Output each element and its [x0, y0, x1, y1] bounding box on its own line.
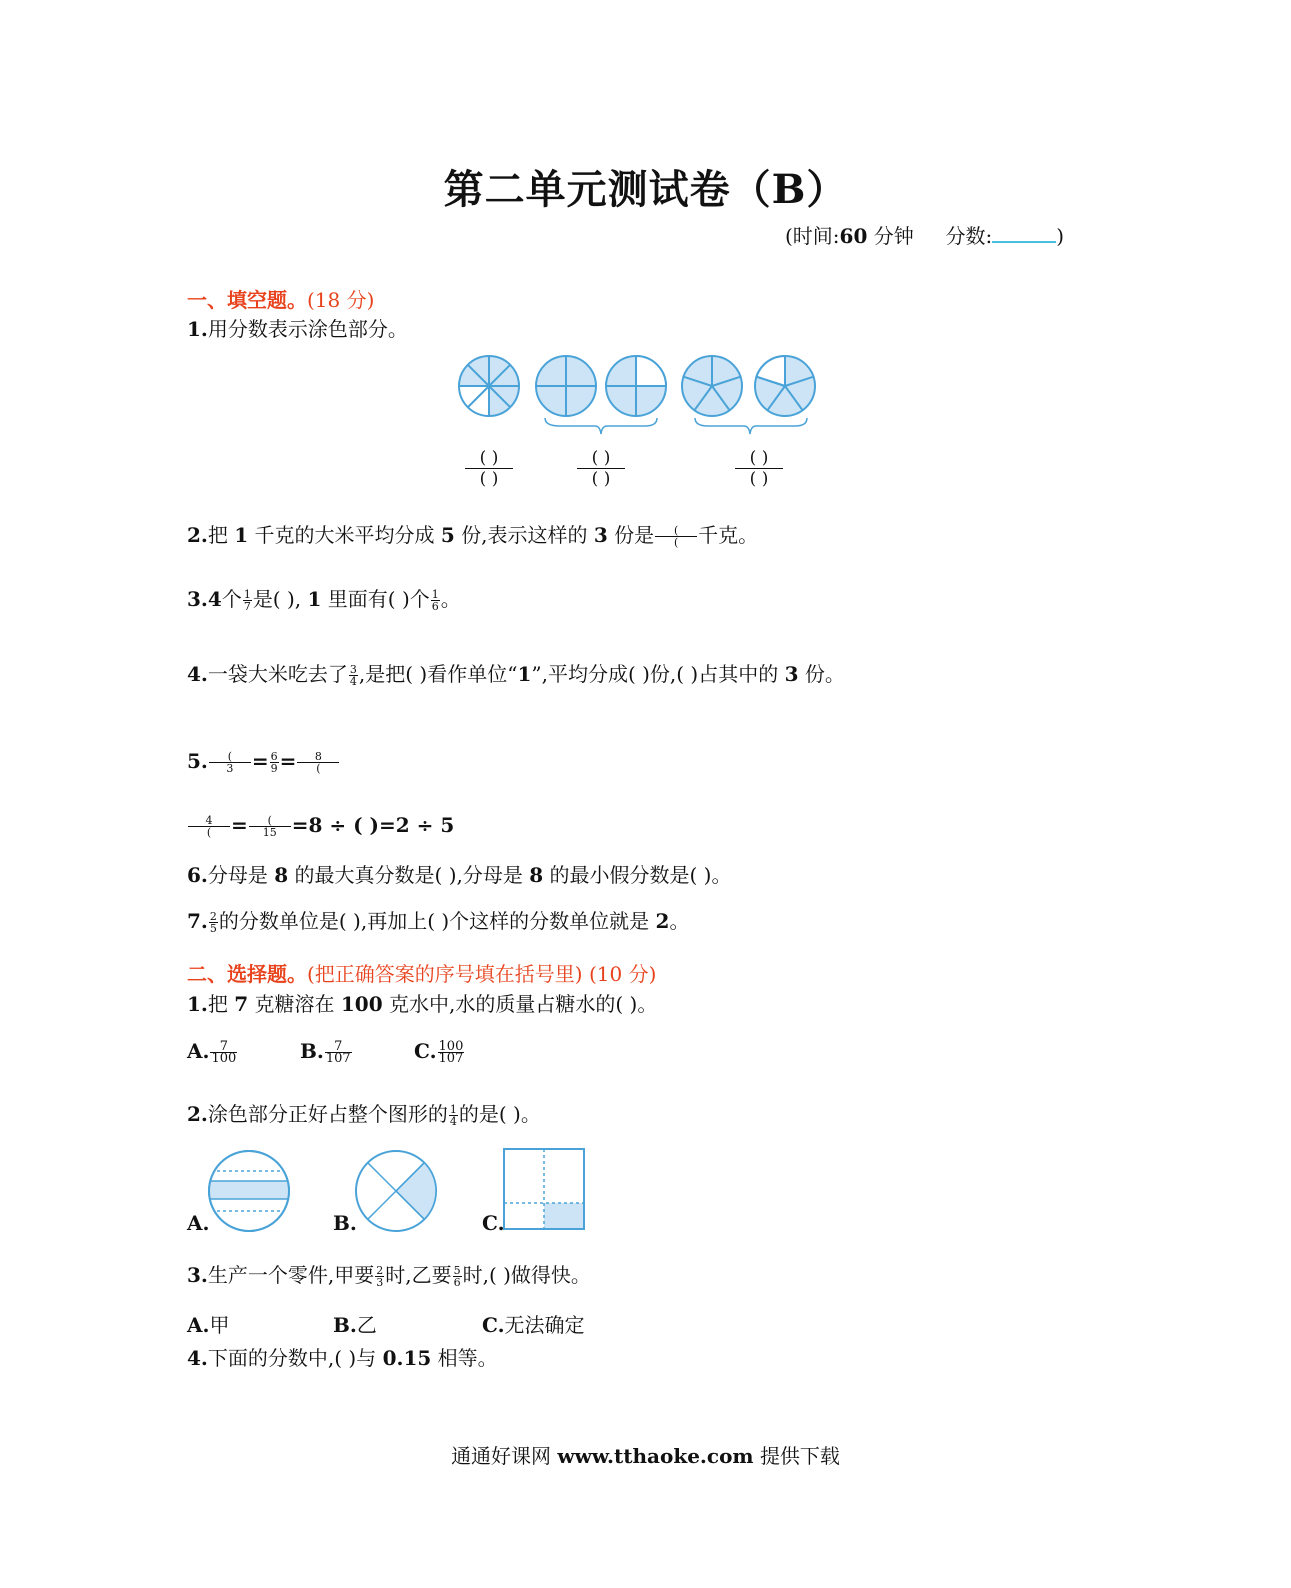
fraction-three-quarters: $\frac{3}{4}$ [349, 663, 357, 688]
page-title: 第二单元测试卷（B） [443, 166, 848, 213]
question-2-4: 4.下面的分数中,( )与 0.15 相等。 [187, 1346, 498, 1370]
choice-2-2-c-label[interactable]: C. [482, 1211, 505, 1235]
answer-fraction-2[interactable]: ( ) ( ) [577, 448, 625, 489]
fraction-blank-over-15[interactable]: $\frac{(}{15}$ [249, 815, 291, 838]
question-1-5-line-2: $\frac{4}{(}$ = $\frac{(}{15}$ =8 ÷ ( )=2 ÷ 5 [187, 812, 454, 838]
shape-option-a[interactable] [205, 1147, 293, 1235]
fraction-two-thirds: $\frac{2}{3}$ [376, 1264, 384, 1289]
question-1-2: 2.把 1 千克的大米平均分成 5 份,表示这样的 3 份是 $\frac{(}{(}$ 千克。 [187, 523, 759, 549]
answer-fraction-1[interactable]: ( ) ( ) [465, 448, 513, 489]
brace-left [545, 418, 657, 434]
fraction-one-sixth: $\frac{1}{6}$ [431, 588, 439, 613]
choice-2-2-a-label[interactable]: A. [187, 1211, 210, 1235]
fraction-blank-over-3[interactable]: $\frac{(}{3}$ [209, 751, 251, 774]
shape-option-b[interactable] [352, 1147, 440, 1235]
fraction-five-sixths: $\frac{5}{6}$ [453, 1264, 461, 1289]
circle-quarters-full [536, 356, 596, 416]
fraction-eight-over-blank[interactable]: $\frac{8}{(}$ [297, 751, 339, 774]
exam-meta: (时间:60 分钟 分数: ) [785, 224, 1065, 248]
question-1-1: 1.用分数表示涂色部分。 [187, 317, 408, 341]
fraction-one-seventh: $\frac{1}{7}$ [243, 588, 251, 613]
page-footer: 通通好课网 www.tthaoke.com 提供下载 [451, 1444, 840, 1468]
choice-2-1-a[interactable]: A. $\frac{7}{100}$ [187, 1039, 237, 1066]
circle-quarters-partial [606, 356, 666, 416]
fraction-four-over-blank[interactable]: $\frac{4}{(}$ [188, 815, 230, 838]
choice-2-3-b[interactable]: B.乙 [333, 1313, 377, 1337]
question-1-6: 6.分母是 8 的最大真分数是( ),分母是 8 的最小假分数是( )。 [187, 863, 732, 887]
circles-figure [450, 346, 830, 441]
question-2-3: 3.生产一个零件,甲要 $\frac{2}{3}$ 时,乙要 $\frac{5}{6}$ 时,( )做得快。 [187, 1263, 591, 1289]
score-blank[interactable] [992, 223, 1056, 243]
choice-2-3-c[interactable]: C.无法确定 [482, 1313, 585, 1337]
fraction-two-fifths: $\frac{2}{5}$ [209, 910, 217, 935]
choice-2-3-a[interactable]: A.甲 [187, 1313, 230, 1337]
section-2-heading: 二、选择题。(把正确答案的序号填在括号里) (10 分) [187, 962, 657, 986]
circle-fifths-partial [755, 356, 815, 416]
fraction-six-ninths: $\frac{6}{9}$ [270, 750, 278, 775]
section-1-heading: 一、填空题。(18 分) [187, 288, 375, 312]
answer-fraction-3[interactable]: ( ) ( ) [735, 448, 783, 489]
question-2-2: 2.涂色部分正好占整个图形的 $\frac{1}{4}$ 的是( )。 [187, 1102, 541, 1128]
question-1-5: 5. $\frac{(}{3}$ = $\frac{6}{9}$ = $\frac{8}{(}$ [187, 748, 340, 774]
fraction-one-quarter: $\frac{1}{4}$ [449, 1103, 457, 1128]
question-1-3: 3.4个 $\frac{1}{7}$ 是( ), 1 里面有( )个 $\frac{1}{6}$ 。 [187, 587, 461, 613]
brace-right [695, 418, 807, 434]
footer-site-link[interactable]: www.tthaoke.com [557, 1444, 754, 1468]
question-1-4: 4.一袋大米吃去了 $\frac{3}{4}$ ,是把( )看作单位“1”,平均分成( )份,( )占其中的 3 份。 [187, 662, 845, 688]
shape-option-c[interactable] [503, 1148, 587, 1232]
choice-2-2-b-label[interactable]: B. [333, 1211, 357, 1235]
choice-2-1-b[interactable]: B. $\frac{7}{107}$ [300, 1039, 351, 1066]
question-1-7: 7. $\frac{2}{5}$ 的分数单位是( ),再加上( )个这样的分数单位就是 2。 [187, 909, 690, 935]
choice-2-1-c[interactable]: C. $\frac{100}{107}$ [414, 1039, 464, 1066]
question-2-1: 1.把 7 克糖溶在 100 克水中,水的质量占糖水的( )。 [187, 992, 658, 1016]
circle-eighths [459, 356, 519, 416]
circle-fifths-full [682, 356, 742, 416]
fraction-answer[interactable]: $\frac{(}{(}$ [655, 525, 697, 548]
